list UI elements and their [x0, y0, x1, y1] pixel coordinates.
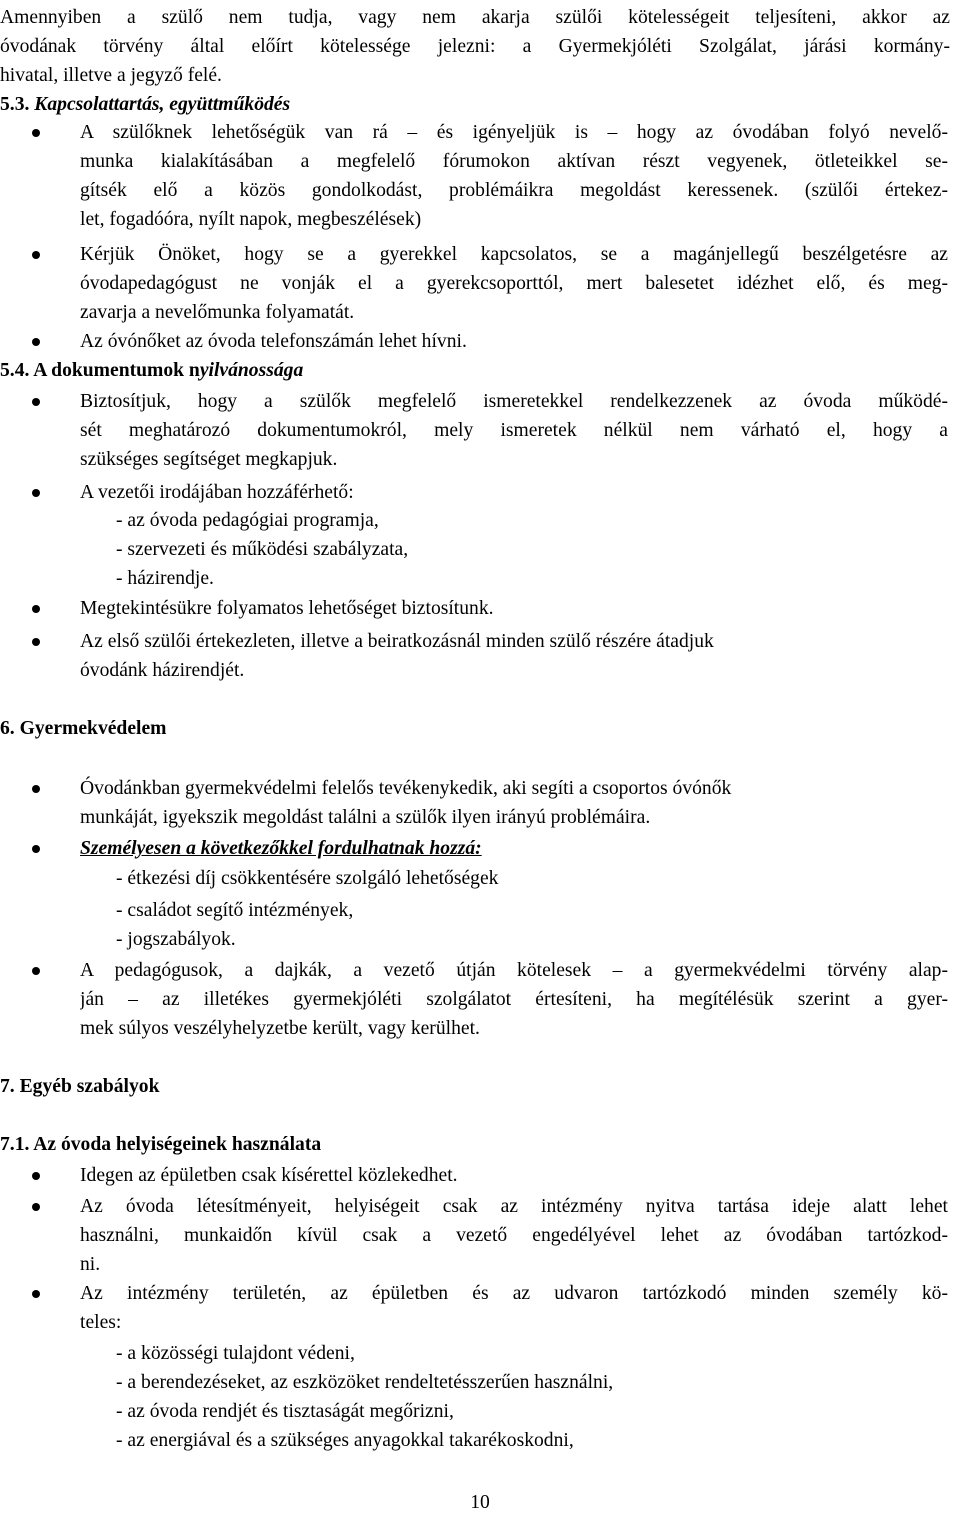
sub-item: - családot segítő intézmények, [116, 900, 354, 921]
sub-item: - a közösségi tulajdont védeni, [116, 1343, 355, 1364]
bullet-icon [32, 1290, 40, 1298]
bullet-icon [32, 1203, 40, 1211]
list-item-line: használni, munkaidőn kívül csak a vezető engedélyével lehet az óvodában tartózkod- [80, 1225, 948, 1246]
list-item-line: teles: [80, 1312, 122, 1333]
list-item-line: sét meghatározó dokumentumokról, mely ismeretek nélkül nem várható el, hogy a [80, 420, 948, 441]
intro-paragraph [0, 3, 950, 90]
bullet-icon [32, 605, 40, 613]
list-item-line: zavarja a nevelőmunka folyamatát. [80, 302, 355, 323]
list-item-line: Az óvónőket az óvoda telefonszámán lehet hívni. [80, 331, 467, 352]
sub-item: - az óvoda pedagógiai programja, [116, 510, 379, 531]
list-item-line: Óvodánkban gyermekvédelmi felelős tevékenykedik, aki segíti a csoportos óvónők [80, 778, 732, 799]
sub-item: - az óvoda rendjét és tisztaságát megőrizni, [116, 1401, 454, 1422]
section-heading-6: 6. Gyermekvédelem [0, 718, 167, 739]
bullet-icon [32, 489, 40, 497]
list-item-line: Az első szülői értekezleten, illetve a beiratkozásnál minden szülő részére átadjuk [80, 631, 714, 652]
bullet-icon [32, 129, 40, 137]
sub-item: - házirendje. [116, 568, 214, 589]
bullet-icon [32, 338, 40, 346]
list-item-line: gítsék elő a közös gondolkodást, problémáikra megoldást keressenek. (szülői értekez- [80, 180, 948, 201]
sub-item: - szervezeti és működési szabályzata, [116, 539, 409, 560]
list-item-line: szükséges segítséget megkapjuk. [80, 449, 338, 470]
intro-line: hivatal, illetve a jegyző felé. [0, 65, 222, 86]
list-item-line: ján – az illetékes gyermekjóléti szolgálatot értesíteni, ha megítélésük szerint a gyer- [80, 989, 948, 1010]
list-item-line: óvodánk házirendjét. [80, 660, 245, 681]
list-item-line: Biztosítjuk, hogy a szülők megfelelő ismeretekkel rendelkezzenek az óvoda működé- [80, 391, 948, 412]
list-item-line: Az intézmény területén, az épületben és az udvaron tartózkodó minden személy kö- [80, 1283, 948, 1304]
sub-item: - az energiával és a szükséges anyagokkal takarékoskodni, [116, 1430, 574, 1451]
bullet-icon [32, 638, 40, 646]
list-item-line: munkáját, igyekszik megoldást találni a szülők ilyen irányú problémáira. [80, 807, 651, 828]
emphasis-heading: Személyesen a következőkkel fordulhatnak hozzá: [80, 838, 482, 859]
section-heading-5-4 [0, 356, 303, 385]
list-item-line: ni. [80, 1254, 101, 1275]
bullet-icon [32, 398, 40, 406]
intro-line: Amennyiben a szülő nem tudja, vagy nem akarja szülői kötelességeit teljesíteni, akkor az [0, 7, 950, 28]
intro-line: óvodának törvény által előírt kötelessége jelezni: a Gyermekjóléti Szolgálat, járási kormány- [0, 36, 950, 57]
list-item-line: A szülőknek lehetőségük van rá – és igényeljük is – hogy az óvodában folyó nevelő- [80, 122, 948, 143]
section-title: A dokumentumok n [33, 360, 200, 381]
sub-item: - jogszabályok. [116, 929, 236, 950]
section-heading-7: 7. Egyéb szabályok [0, 1076, 160, 1097]
bullet-icon [32, 967, 40, 975]
section-title-italic: yilvánossága [199, 360, 304, 381]
section-number: 5.4. [0, 360, 30, 381]
section-number: 5.3. [0, 94, 30, 115]
list-item-line: A pedagógusok, a dajkák, a vezető útján kötelesek – a gyermekvédelmi törvény alap- [80, 960, 948, 981]
list-item-line: A vezetői irodájában hozzáférhető: [80, 482, 354, 503]
bullet-icon [32, 1172, 40, 1180]
list-item-line: Idegen az épületben csak kísérettel közlekedhet. [80, 1165, 458, 1186]
page-number: 10 [470, 1492, 490, 1513]
bullet-icon [32, 251, 40, 259]
section-heading-5-3 [0, 90, 290, 119]
sub-item: - a berendezéseket, az eszközöket rendeltetésszerűen használni, [116, 1372, 614, 1393]
list-item-line: Az óvoda létesítményeit, helyiségeit csak az intézmény nyitva tartása ideje alatt lehet [80, 1196, 948, 1217]
section-title: Kapcsolattartás, együttműködés [34, 94, 291, 115]
sub-item: - étkezési díj csökkentésére szolgáló lehetőségek [116, 868, 499, 889]
bullet-icon [32, 845, 40, 853]
list-item-line: Kérjük Önöket, hogy se a gyerekkel kapcsolatos, se a magánjellegű beszélgetésre az [80, 244, 948, 265]
list-item-line: munka kialakításában a megfelelő fórumokon aktívan részt vegyenek, ötleteikkel se- [80, 151, 948, 172]
list-item-line: óvodapedagógust ne vonják el a gyerekcsoporttól, mert balesetet idézhet elő, és meg- [80, 273, 948, 294]
section-heading-7-1: 7.1. Az óvoda helyiségeinek használata [0, 1134, 322, 1155]
list-item-line: Megtekintésükre folyamatos lehetőséget biztosítunk. [80, 598, 494, 619]
list-item-line: let, fogadóóra, nyílt napok, megbeszélések) [80, 209, 422, 230]
bullet-icon [32, 785, 40, 793]
list-item-line: mek súlyos veszélyhelyzetbe került, vagy kerülhet. [80, 1018, 480, 1039]
